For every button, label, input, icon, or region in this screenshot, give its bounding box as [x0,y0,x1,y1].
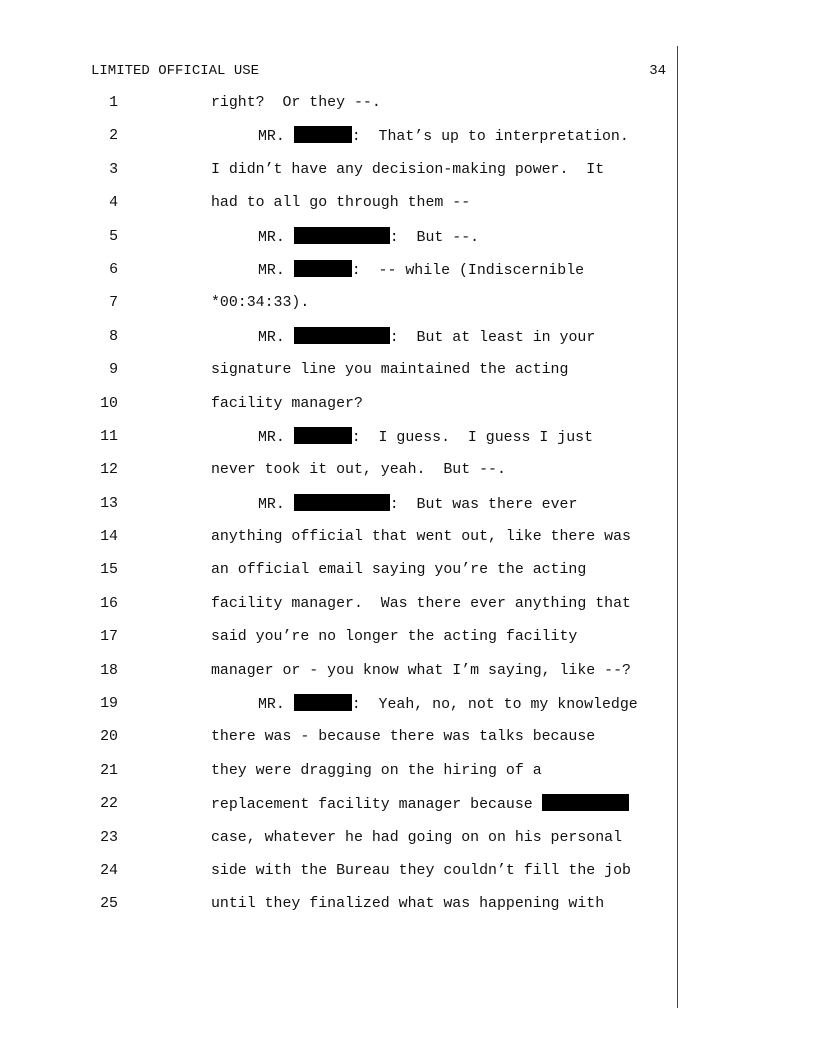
redaction-box [294,260,352,277]
line-text-segment: : Yeah, no, not to my knowledge [351,697,638,714]
line-number: 25 [100,896,118,913]
line-number: 14 [100,529,118,546]
line-text [211,761,542,781]
transcript-line [0,494,676,527]
transcript-line [0,861,676,894]
transcript-line [0,93,676,126]
transcript-line [0,193,676,226]
line-text-segment: facility manager? [211,395,363,412]
line-number: 16 [100,595,118,612]
line-text [211,460,506,480]
line-text-segment: never took it out, yeah. But --. [211,462,506,479]
line-text [211,394,363,414]
line-text-segment: manager or - you know what I’m saying, like --? [211,662,631,679]
page-number: 34 [649,63,666,79]
line-text [211,93,381,113]
redaction-box [294,227,390,244]
line-text [211,293,309,313]
redaction-box [294,126,352,143]
transcript-line [0,761,676,794]
line-text-segment: anything official that went out, like there was [211,529,631,546]
transcript-line [0,794,676,827]
transcript-line [0,260,676,293]
line-text-segment: : But --. [389,229,480,246]
line-number: 24 [100,862,118,879]
line-text-segment: facility manager. Was there ever anything that [211,595,631,612]
line-text [258,694,638,715]
transcript-line [0,694,676,727]
transcript-line [0,661,676,694]
line-text [258,260,584,281]
line-number: 13 [100,495,118,512]
line-number: 19 [100,696,118,713]
line-text-segment: : That’s up to interpretation. [351,129,629,146]
line-number: 9 [109,362,118,379]
line-text-segment: *00:34:33). [211,295,310,312]
line-text-segment: had to all go through them -- [211,195,471,212]
line-text [211,661,631,681]
line-text [211,527,631,547]
line-text [258,427,593,448]
redaction-box [542,794,629,811]
page-header [91,61,666,81]
redaction-box [294,494,390,511]
transcript-line [0,594,676,627]
line-text-segment: : But at least in your [389,329,596,346]
line-text-segment: replacement facility manager because [211,797,542,814]
line-number: 11 [100,428,118,445]
line-text-segment: they were dragging on the hiring of a [211,762,542,779]
transcript-line [0,627,676,660]
line-text-segment: : I guess. I guess I just [351,429,594,446]
line-text [211,727,595,747]
line-text [211,794,629,815]
line-number: 23 [100,829,118,846]
line-text [211,193,470,213]
line-text [211,894,604,914]
line-text-segment: : But was there ever [389,496,578,513]
transcript-line [0,460,676,493]
transcript-line [0,293,676,326]
transcript-line [0,727,676,760]
transcript-line [0,160,676,193]
line-text [258,494,577,515]
line-number: 10 [100,395,118,412]
speaker-title: MR. [258,229,294,246]
line-number: 1 [109,95,118,111]
transcript-line [0,427,676,460]
transcript-line [0,828,676,861]
line-text-segment: side with the Bureau they couldn’t fill the job [211,862,631,879]
speaker-title: MR. [258,262,294,279]
line-text-segment: signature line you maintained the acting [211,362,569,379]
speaker-title: MR. [258,129,294,146]
line-text [258,327,595,348]
line-text-segment: an official email saying you’re the acting [211,562,587,579]
line-number: 20 [100,729,118,746]
redaction-box [294,327,390,344]
line-text-segment: until they finalized what was happening with [211,896,605,913]
line-number: 7 [109,295,118,312]
transcript-line [0,527,676,560]
line-text-segment: I didn’t have any decision-making power. It [211,161,605,178]
line-number: 15 [100,562,118,579]
line-text-segment: there was - because there was talks because [211,729,596,746]
redaction-box [294,694,352,711]
line-text-segment: right? Or they --. [211,95,381,111]
line-number: 18 [100,662,118,679]
line-text [211,560,586,580]
line-text [258,126,629,147]
line-text [258,227,479,248]
line-number: 2 [109,128,118,145]
transcript-line [0,126,676,159]
line-text [211,594,631,614]
speaker-title: MR. [258,429,294,446]
line-text-segment: case, whatever he had going on on his personal [211,829,623,846]
speaker-title: MR. [258,329,294,346]
line-number: 4 [109,195,118,212]
transcript-line [0,560,676,593]
line-number: 5 [109,228,118,245]
line-text [211,828,622,848]
transcript-line [0,394,676,427]
transcript-line [0,227,676,260]
transcript-lines [0,93,676,928]
line-number: 22 [100,796,118,813]
transcript-line [0,360,676,393]
header-classification-label: LIMITED OFFICIAL USE [91,63,260,79]
line-text-segment: : -- while (Indiscernible [351,262,585,279]
line-number: 17 [100,629,118,646]
speaker-title: MR. [258,697,294,714]
line-number: 21 [100,762,118,779]
speaker-title: MR. [258,496,294,513]
line-number: 3 [109,161,118,178]
transcript-line [0,327,676,360]
line-text-segment: said you’re no longer the acting facility [211,629,578,646]
transcript-line [0,894,676,927]
line-number: 8 [109,328,118,345]
line-text [211,861,631,881]
line-number: 12 [100,462,118,479]
right-margin-rule [677,46,678,1008]
line-text [211,160,604,180]
redaction-box [294,427,352,444]
line-number: 6 [109,261,118,278]
line-text [211,627,577,647]
line-text [211,360,568,380]
